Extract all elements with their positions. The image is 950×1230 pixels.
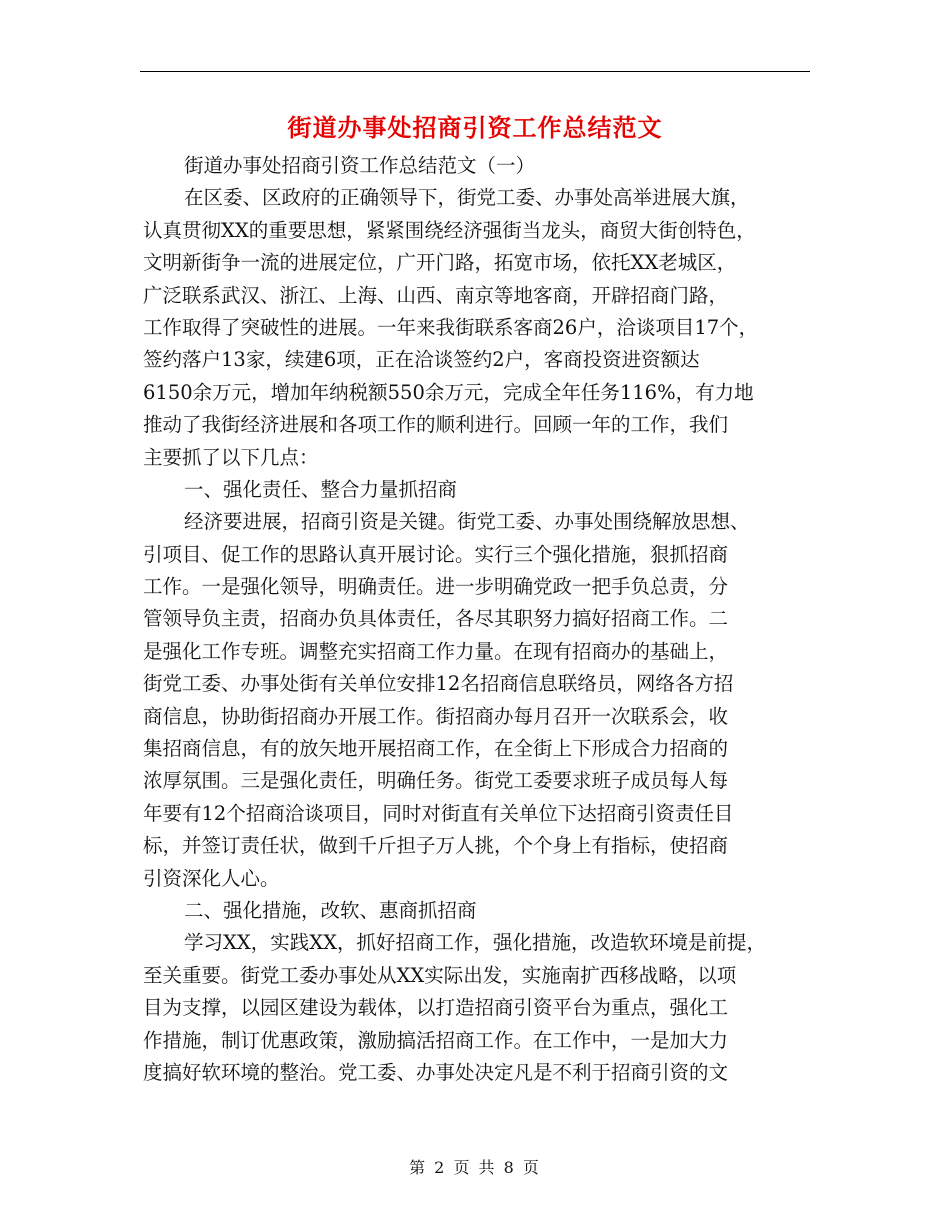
- text-line: 主要抓了以下几点：: [143, 445, 319, 469]
- text-line: 标，并签订责任状，做到千斤担子万人挑，个个身上有指标，使招商: [143, 834, 729, 858]
- text-line: 广泛联系武汉、浙江、上海、山西、南京等地客商，开辟招商门路，: [143, 283, 729, 307]
- text-line: 是强化工作专班。调整充实招商工作力量。在现有招商办的基础上，: [143, 639, 729, 663]
- text-line: 作措施，制订优惠政策，激励搞活招商工作。在工作中，一是加大力: [143, 1028, 729, 1052]
- document-body: [143, 150, 815, 1089]
- text-line: 商信息，协助街招商办开展工作。街招商办每月召开一次联系会，收: [143, 704, 729, 728]
- text-line: 目为支撑，以园区建设为载体，以打造招商引资平台为重点，强化工: [143, 996, 729, 1020]
- text-line: 在区委、区政府的正确领导下，街党工委、办事处高举进展大旗，: [184, 186, 750, 210]
- text-line: 经济要进展，招商引资是关键。街党工委、办事处围绕解放思想、: [184, 510, 750, 534]
- text-line: 集招商信息，有的放矢地开展招商工作，在全街上下形成合力招商的: [143, 737, 729, 761]
- text-line: 文明新街争一流的进展定位，广开门路，拓宽市场，依托XX老城区，: [143, 251, 737, 275]
- text-line: 街道办事处招商引资工作总结范文（一）: [184, 154, 536, 177]
- text-line: 认真贯彻XX的重要思想，紧紧围绕经济强街当龙头，商贸大街创特色，: [143, 218, 756, 242]
- text-line: 街党工委、办事处街有关单位安排12名招商信息联络员，网络各方招: [143, 672, 734, 696]
- page-number: 第 2 页 共 8 页: [409, 1158, 541, 1177]
- header-rule: [140, 71, 810, 72]
- text-line: 工作取得了突破性的进展。一年来我街联系客商26户，洽谈项目17个，: [143, 315, 759, 339]
- text-line: 至关重要。街党工委办事处从XX实际出发，实施南扩西移战略，以项: [143, 963, 737, 987]
- text-line: 引资深化人心。: [143, 866, 280, 890]
- text-line: 度搞好软环境的整治。党工委、办事处决定凡是不利于招商引资的文: [143, 1060, 729, 1084]
- text-line: 签约落户13家，续建6项，正在洽谈签约2户，客商投资进资额达: [143, 348, 700, 372]
- text-line: 工作。一是强化领导，明确责任。进一步明确党政一把手负总责，分: [143, 575, 729, 599]
- text-line: 学习XX，实践XX，抓好招商工作，强化措施，改造软环境是前提，: [184, 931, 767, 955]
- document-title: 街道办事处招商引资工作总结范文: [287, 113, 663, 142]
- text-line: 二、强化措施，改软、惠商抓招商: [184, 898, 477, 922]
- text-line: 6150余万元，增加年纳税额550余万元，完成全年任务116%，有力地: [143, 380, 754, 404]
- text-line: 引项目、促工作的思路认真开展讨论。实行三个强化措施，狠抓招商: [143, 542, 729, 566]
- text-line: 年要有12个招商洽谈项目，同时对街直有关单位下达招商引资责任目: [143, 801, 734, 825]
- text-line: 一、强化责任、整合力量抓招商: [184, 477, 458, 501]
- text-line: 浓厚氛围。三是强化责任，明确任务。街党工委要求班子成员每人每: [143, 769, 729, 793]
- text-line: 管领导负主责，招商办负具体责任，各尽其职努力搞好招商工作。二: [143, 607, 729, 631]
- text-line: 推动了我街经济进展和各项工作的顺利进行。回顾一年的工作，我们: [143, 413, 729, 437]
